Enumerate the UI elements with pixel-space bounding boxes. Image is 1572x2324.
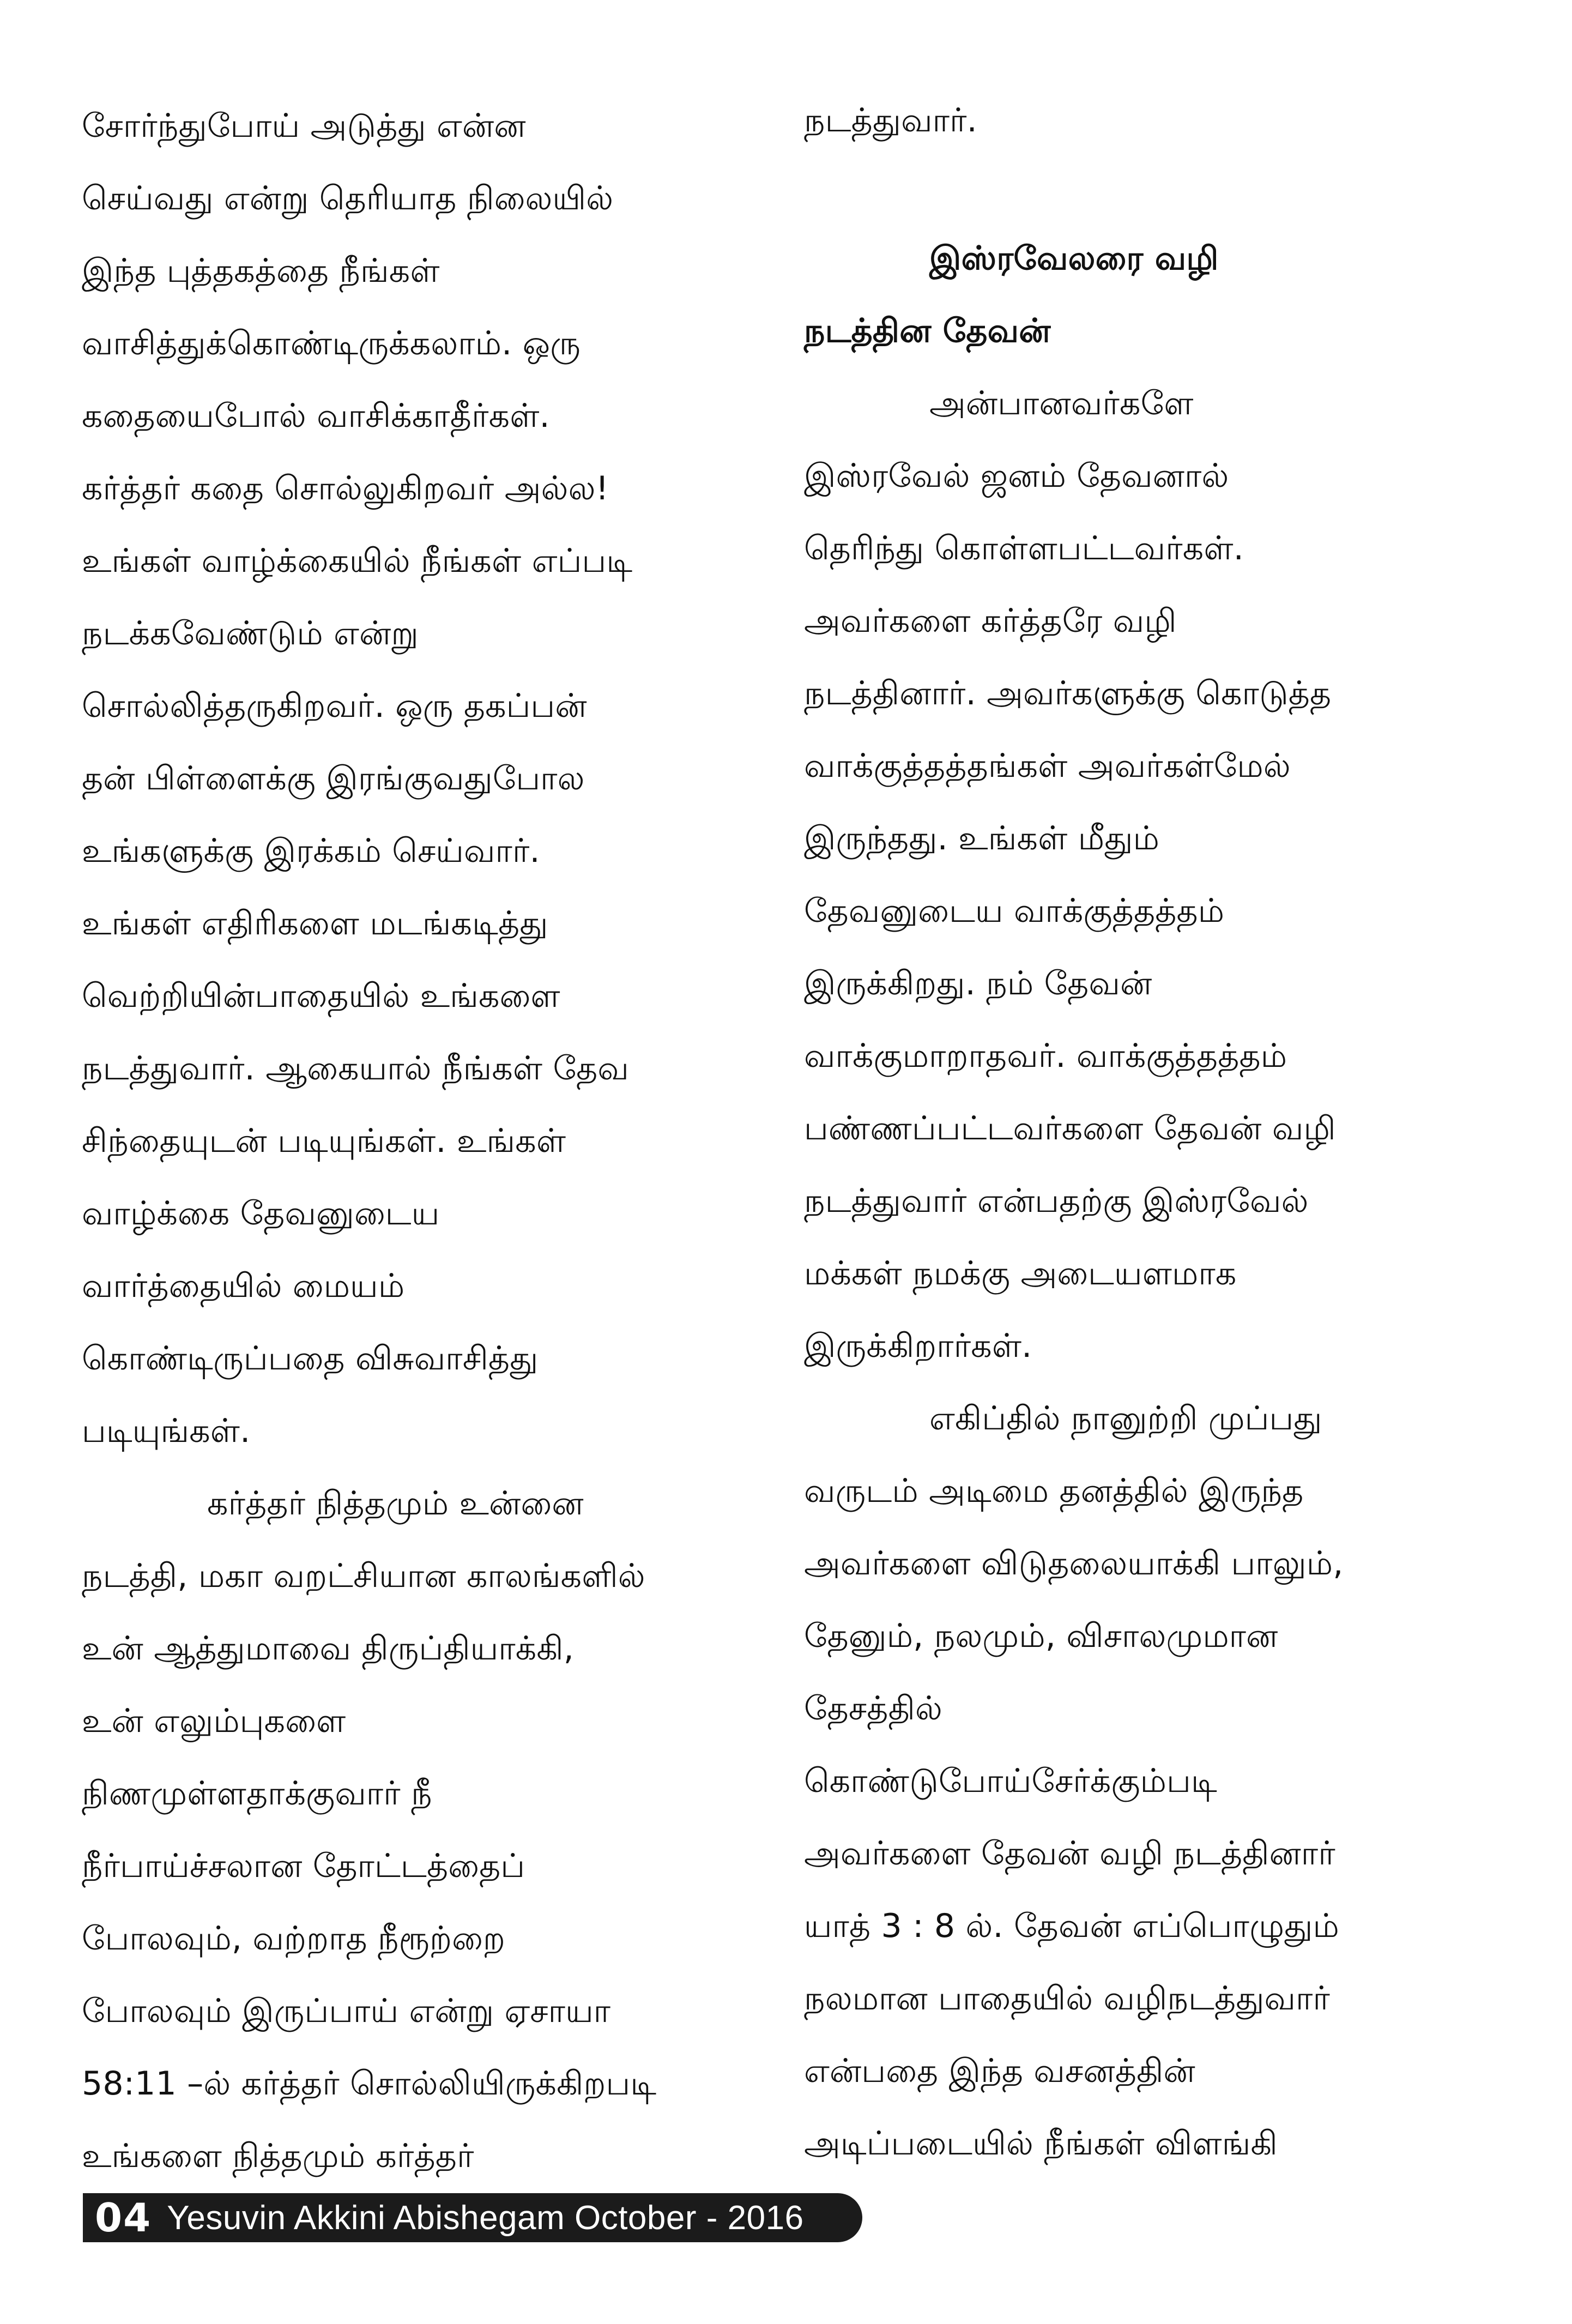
text-line: உன் எலும்புகளை (82, 1702, 346, 1740)
text-line: மக்கள் நமக்கு அடையளமாக (804, 1254, 1237, 1293)
text-line: பண்ணப்பட்டவர்களை தேவன் வழி (804, 1109, 1336, 1148)
text-line: உங்களுக்கு இரக்கம் செய்வார். (82, 832, 540, 870)
text-line: நீர்பாய்ச்சலான தோட்டத்தைப் (82, 1847, 525, 1885)
text-line: யாத் 3 : 8 ல். தேவன் எப்பொழுதும் (804, 1907, 1340, 1945)
text-line: வாக்குமாறாதவர். வாக்குத்தத்தம் (804, 1037, 1287, 1075)
text-line: இருக்கிறது. நம் தேவன் (804, 964, 1152, 1003)
text-line: உங்களை நித்தமும் கர்த்தர் (82, 2137, 474, 2175)
text-line: சோர்ந்துபோய் அடுத்து என்ன (82, 107, 526, 145)
text-line: அவர்களை விடுதலையாக்கி பாலும், (804, 1544, 1344, 1583)
section-heading: இஸ்ரவேலரை வழி (929, 239, 1219, 277)
text-line: நடத்தினார். அவர்களுக்கு கொடுத்த (804, 674, 1332, 713)
text-line: நடத்துவார். (804, 101, 977, 140)
text-line: வருடம் அடிமை தனத்தில் இருந்த (804, 1472, 1304, 1510)
text-line: உங்கள் எதிரிகளை மடங்கடித்து (82, 904, 548, 943)
text-line: அன்பானவர்களே (929, 384, 1194, 422)
text-line: செய்வது என்று தெரியாத நிலையில் (82, 179, 614, 218)
text-line: இஸ்ரவேல் ஜனம் தேவனால் (804, 457, 1229, 495)
text-line: கர்த்தர் கதை சொல்லுகிறவர் அல்ல! (82, 469, 609, 508)
text-line: உங்கள் வாழ்க்கையில் நீங்கள் எப்படி (82, 542, 633, 580)
text-line: வாக்குத்தத்தங்கள் அவர்கள்மேல் (804, 747, 1291, 785)
text-line: வாசித்துக்கொண்டிருக்கலாம். ஒரு (82, 324, 581, 363)
text-line: அடிப்படையில் நீங்கள் விளங்கி (804, 2124, 1278, 2163)
text-line: வாழ்க்கை தேவனுடைய (82, 1194, 440, 1233)
text-line: போலவும் இருப்பாய் என்று ஏசாயா (82, 1992, 611, 2030)
text-line: வெற்றியின்பாதையில் உங்களை (82, 977, 560, 1015)
text-line: இருந்தது. உங்கள் மீதும் (804, 819, 1160, 858)
text-line: சொல்லித்தருகிறவர். ஒரு தகப்பன் (82, 687, 587, 725)
publication-title: Yesuvin Akkini Abishegam October - 2016 (167, 2199, 804, 2237)
text-line: சிந்தையுடன் படியுங்கள். உங்கள் (82, 1122, 566, 1160)
text-line: தேவனுடைய வாக்குத்தத்தம் (804, 892, 1225, 930)
text-line: கொண்டிருப்பதை விசுவாசித்து (82, 1339, 539, 1378)
text-line: தெரிந்து கொள்ளபட்டவர்கள். (804, 529, 1244, 568)
text-line: கர்த்தர் நித்தமும் உன்னை (207, 1484, 584, 1523)
text-line: அவர்களை கர்த்தரே வழி (804, 602, 1177, 640)
text-line: கொண்டுபோய்சேர்க்கும்படி (804, 1762, 1217, 1800)
text-line: படியுங்கள். (82, 1412, 251, 1450)
text-line: நலமான பாதையில் வழிநடத்துவார் (804, 1979, 1331, 2018)
text-line: கதையைபோல் வாசிக்காதீர்கள். (82, 397, 550, 435)
section-heading: நடத்தின தேவன் (804, 312, 1051, 350)
footer-banner (83, 2193, 862, 2242)
text-line: தேசத்தில் (804, 1689, 942, 1728)
text-line: வார்த்தையில் மையம் (82, 1267, 405, 1305)
text-line: என்பதை இந்த வசனத்தின் (804, 2052, 1195, 2090)
text-line: இந்த புத்தகத்தை நீங்கள் (82, 252, 440, 290)
text-line: 58:11 –ல் கர்த்தர் சொல்லியிருக்கிறபடி (82, 2065, 657, 2103)
text-line: நடத்துவார் என்பதற்கு இஸ்ரவேல் (804, 1182, 1309, 1220)
text-line: அவர்களை தேவன் வழி நடத்தினார் (804, 1834, 1335, 1873)
page-number: 04 (95, 2195, 152, 2241)
left-column (82, 0, 807, 2181)
text-line: நடக்கவேண்டும் என்று (82, 614, 419, 653)
text-line: நிணமுள்ளதாக்குவார் நீ (82, 1774, 432, 1813)
text-line: நடத்துவார். ஆகையால் நீங்கள் தேவ (82, 1049, 630, 1088)
text-line: தேனும், நலமும், விசாலமுமான (804, 1617, 1278, 1655)
text-line: எகிப்தில் நானுற்றி முப்பது (929, 1399, 1322, 1438)
text-line: உன் ஆத்துமாவை திருப்தியாக்கி, (82, 1629, 574, 1668)
text-line: இருக்கிறார்கள். (804, 1327, 1032, 1365)
text-line: போலவும், வற்றாத நீரூற்றை (82, 1919, 505, 1958)
right-column (804, 0, 1529, 2181)
text-line: நடத்தி, மகா வறட்சியான காலங்களில் (82, 1557, 645, 1595)
text-line: தன் பிள்ளைக்கு இரங்குவதுபோல (82, 759, 585, 798)
